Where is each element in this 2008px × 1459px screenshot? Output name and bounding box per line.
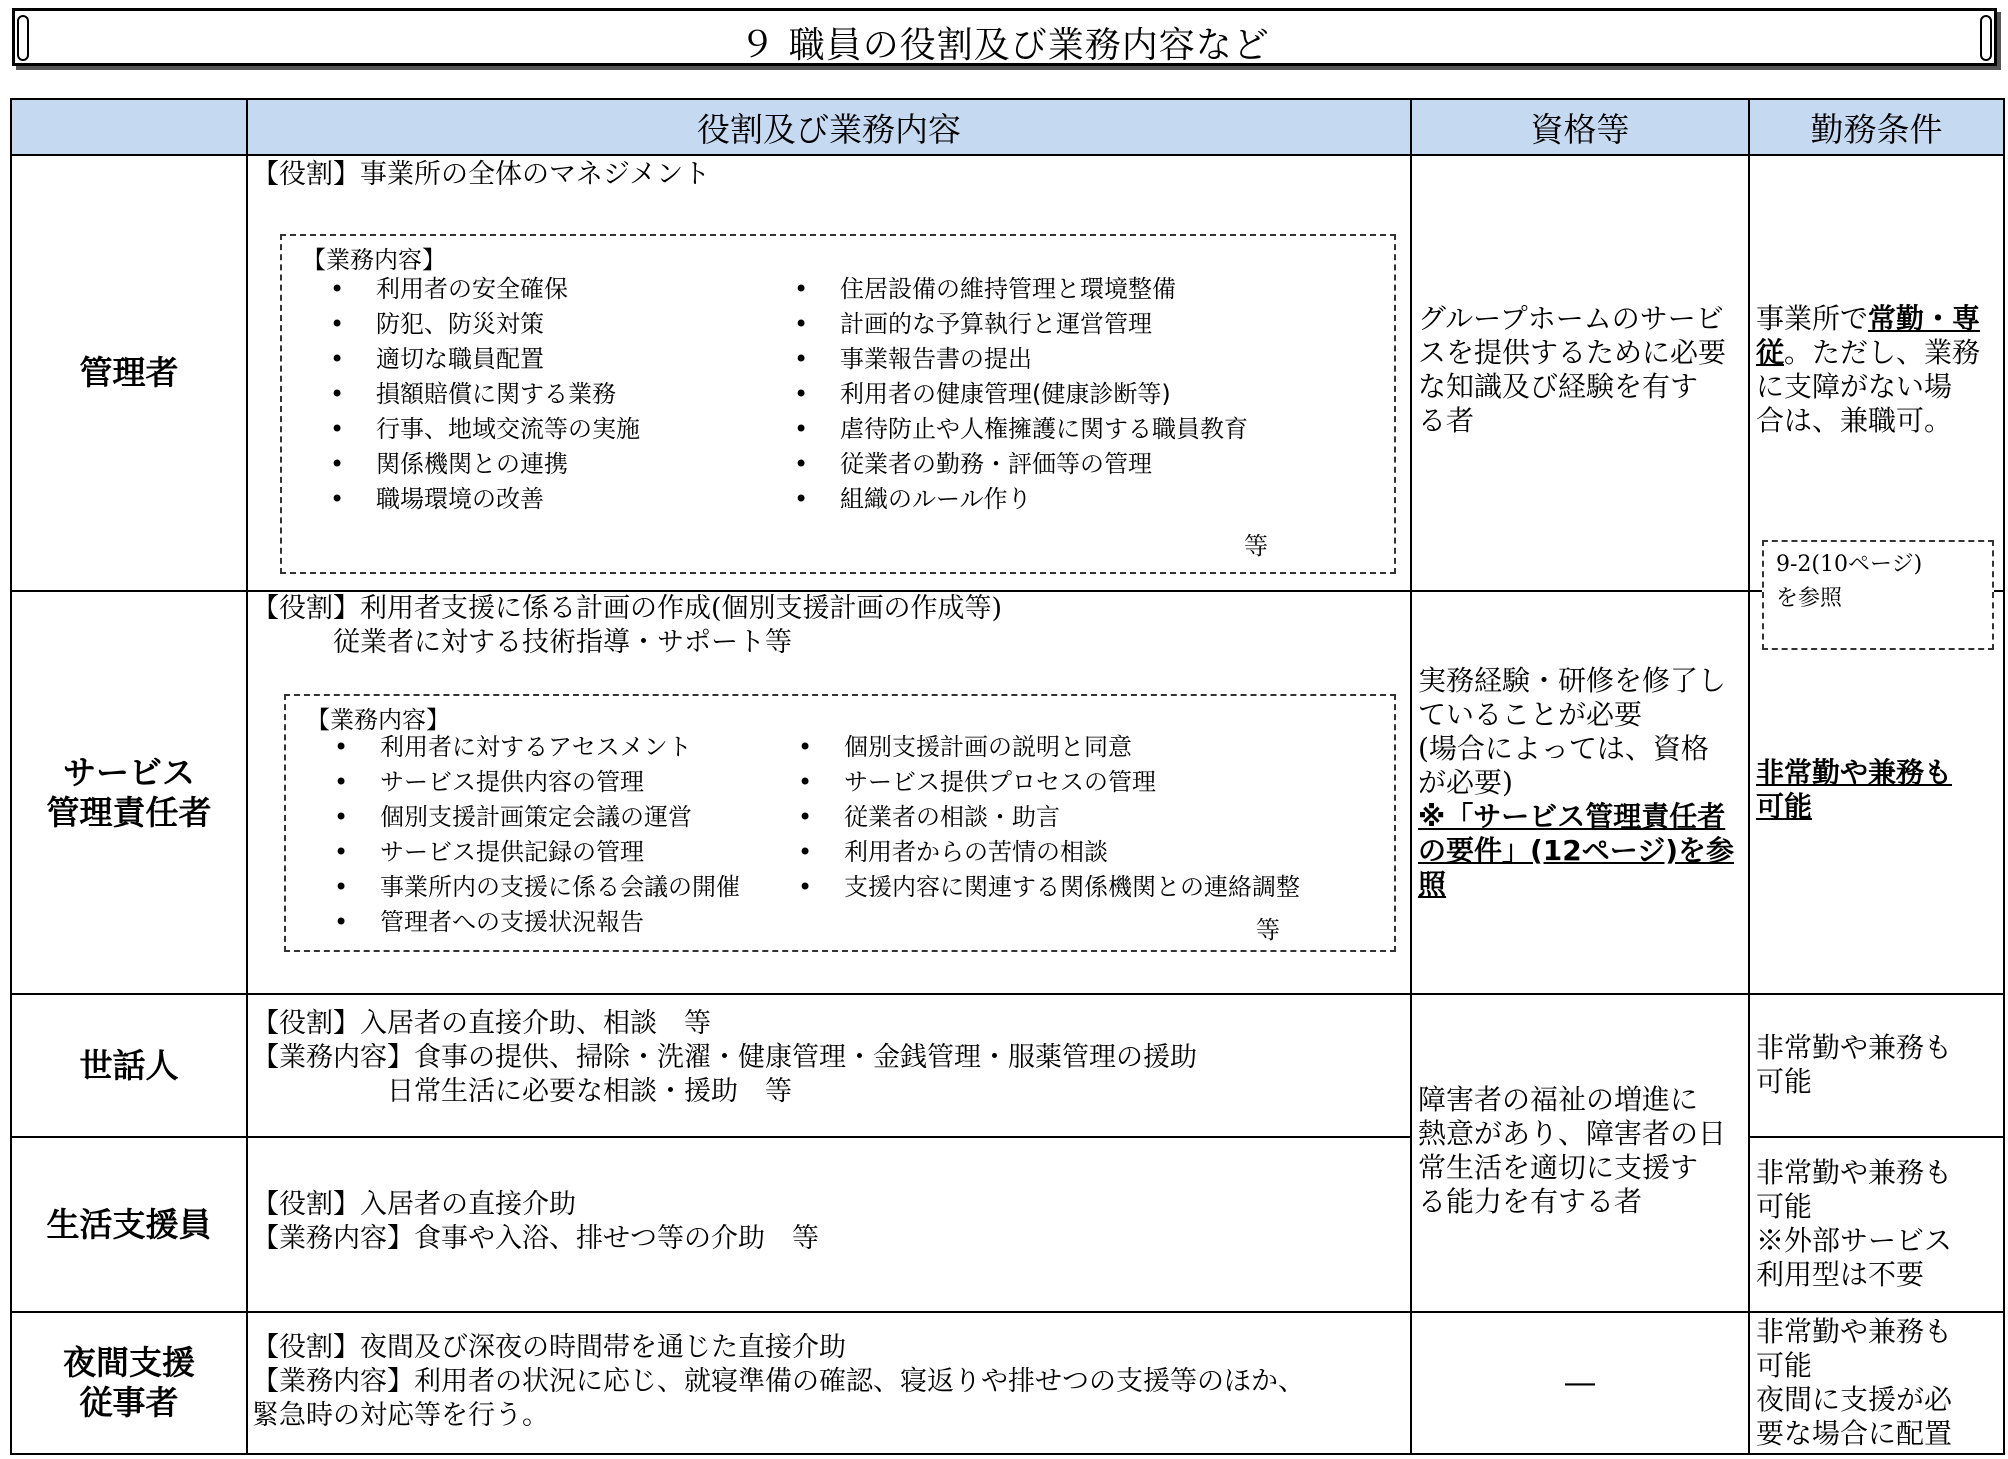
duties-service-manager [247,591,1411,994]
duty-item: • 適切な職員配置 [330,342,544,377]
duty-item: • 事業所内の支援に係る会議の開催 [334,870,740,905]
qualification-night-support: ― [1411,1312,1749,1454]
qualification-line: スを提供するために必要 [1418,336,1727,369]
bullet-icon: • [794,450,809,478]
bullet-icon: • [798,873,813,901]
life-support-line-2: 【業務内容】食事や入浴、排せつ等の介助 等 [252,1223,819,1254]
night-support-line-3: 緊急時の対応等を行う。 [252,1400,549,1431]
bullet-icon: • [334,838,349,866]
role-name-manager: 管理者 [11,155,247,591]
table-row-manager [11,155,2004,591]
duty-item: • 職場環境の改善 [330,482,544,517]
duty-item: • サービス提供プロセスの管理 [798,765,1156,800]
duties-life-support [247,1137,1411,1312]
duty-item: • サービス提供内容の管理 [334,765,644,800]
page-title: ９ 職員の役割及び業務内容など [739,25,1270,66]
bullet-icon: • [334,733,349,761]
duty-item: • 個別支援計画策定会議の運営 [334,800,692,835]
bullet-icon: • [330,485,345,513]
service-manager-role: 【役割】利用者支援に係る計画の作成(個別支援計画の作成等) [252,593,1003,624]
duty-item: • 住居設備の維持管理と環境整備 [794,272,1176,307]
conditions-service-manager [1749,591,2004,994]
duty-item: • 行事、地域交流等の実施 [330,412,640,447]
bullet-icon: • [334,908,349,936]
duty-item: • 関係機関との連携 [330,447,568,482]
bullet-icon: • [794,485,809,513]
life-support-line-1: 【役割】入居者の直接介助 [252,1189,576,1220]
header-duties: 役割及び業務内容 [247,99,1411,155]
fulltime-emphasis: 常勤・専 [1868,302,1981,335]
qualification-line: る者 [1418,404,1475,437]
bullet-icon: • [798,733,813,761]
bullet-icon: • [330,450,345,478]
staff-roles-table [10,98,2005,1455]
duty-item: • サービス提供記録の管理 [334,835,644,870]
role-name-service-manager: サービス 管理責任者 [11,591,247,994]
duty-item: • 組織のルール作り [794,482,1032,517]
service-manager-conditions: 非常勤や兼務も 可能 [1756,756,1953,823]
duties-night-support [247,1312,1411,1454]
header-qualification: 資格等 [1411,99,1749,155]
service-manager-role-2: 従業者に対する技術指導・サポート等 [252,627,792,658]
bullet-icon: • [798,768,813,796]
caretaker-line-3: 日常生活に必要な相談・援助 等 [252,1076,792,1107]
bullet-icon: • [794,380,809,408]
manager-conditions: 事業所で常勤・専 従。ただし、業務 に支障がない場 合は、兼職可。 [1756,302,1981,437]
manager-qualification [1418,302,1726,438]
duty-item: • 個別支援計画の説明と同意 [798,730,1132,765]
conditions-life-support [1749,1137,2004,1312]
requirements-reference: ※「サービス管理責任者 [1418,800,1726,833]
bullet-icon: • [794,345,809,373]
duty-item: • 利用者の安全確保 [330,272,568,307]
duty-item: • 防犯、防災対策 [330,307,544,342]
box-title: 【業務内容】 [302,246,446,274]
header-row [11,99,2004,155]
duties-caretaker [247,994,1411,1137]
qualification-line: グループホームのサービ [1418,302,1724,335]
night-support-line-1: 【役割】夜間及び深夜の時間帯を通じた直接介助 [252,1332,846,1363]
duty-item: • 事業報告書の提出 [794,342,1032,377]
duty-item: • 計画的な予算執行と運営管理 [794,307,1152,342]
role-name-caretaker: 世話人 [11,994,247,1137]
qualification-caretaker-support [1411,994,1749,1312]
night-support-line-2: 【業務内容】利用者の状況に応じ、就寝準備の確認、寝返りや排せつの支援等のほか、 [252,1366,1305,1397]
manager-role: 【役割】事業所の全体のマネジメント [252,159,711,190]
duty-item: • 虐待防止や人権擁護に関する職員教育 [794,412,1248,447]
bullet-icon: • [330,380,345,408]
qualification-line: な知識及び経験を有す [1418,370,1699,403]
conditions-manager [1749,155,2004,611]
bullet-icon: • [334,803,349,831]
role-name-life-support: 生活支援員 [11,1137,247,1312]
service-manager-duties-box [284,694,1396,952]
etc-label: 等 [1256,916,1280,944]
duty-item: • 利用者の健康管理(健康診断等) [794,377,1171,412]
duties-manager [247,155,1411,591]
duty-item: • 損額賠償に関する業務 [330,377,616,412]
qualification-service-manager [1411,591,1749,994]
bullet-icon: • [798,838,813,866]
duty-item: • 支援内容に関連する関係機関との連絡調整 [798,870,1300,905]
bullet-icon: • [334,768,349,796]
bullet-icon: • [330,275,345,303]
duty-item: • 従業者の相談・助言 [798,800,1060,835]
caretaker-line-2: 【業務内容】食事の提供、掃除・洗濯・健康管理・金銭管理・服薬管理の援助 [252,1042,1197,1073]
bullet-icon: • [798,803,813,831]
shared-qualification: 障害者の福祉の増進に 熱意があり、障害者の日 常生活を適切に支援す る能力を有する者 [1418,1083,1727,1218]
service-manager-qualification: 実務経験・研修を修了し ていることが必要 (場合によっては、資格 が必要) ※「サービス管理責任者 の要件」(12ページ)を参 照 [1418,664,1734,901]
caretaker-conditions: 非常勤や兼務も 可能 [1756,1031,1953,1098]
conditions-night-support [1749,1312,2004,1454]
reference-note-box: 9-2(10ページ) を参照 [1762,540,1994,650]
role-name-night-support: 夜間支援 従事者 [11,1312,247,1454]
manager-duties-box [280,234,1396,574]
night-support-conditions: 非常勤や兼務も 可能 夜間に支援が必 要な場合に配置 [1756,1315,1953,1450]
table-row-service-manager [11,591,2004,994]
table-row-caretaker [11,994,2004,1137]
life-support-conditions: 非常勤や兼務も 可能 ※外部サービス 利用型は不要 [1756,1156,1953,1291]
bullet-icon: • [794,310,809,338]
duty-item: • 利用者に対するアセスメント [334,730,692,765]
bullet-icon: • [794,415,809,443]
bullet-icon: • [330,310,345,338]
bullet-icon: • [330,345,345,373]
bullet-icon: • [334,873,349,901]
duty-item: • 利用者からの苦情の相談 [798,835,1108,870]
caretaker-line-1: 【役割】入居者の直接介助、相談 等 [252,1008,711,1039]
duty-item: • 管理者への支援状況報告 [334,905,644,940]
qualification-manager [1411,155,1749,591]
bullet-icon: • [330,415,345,443]
bullet-icon: • [794,275,809,303]
box-title: 【業務内容】 [306,706,450,734]
header-conditions: 勤務条件 [1749,99,2004,155]
table-row-night-support [11,1312,2004,1454]
conditions-caretaker [1749,994,2004,1137]
duty-item: • 従業者の勤務・評価等の管理 [794,447,1152,482]
etc-label: 等 [1244,532,1268,560]
title-banner [12,8,1997,66]
header-blank [11,99,247,155]
